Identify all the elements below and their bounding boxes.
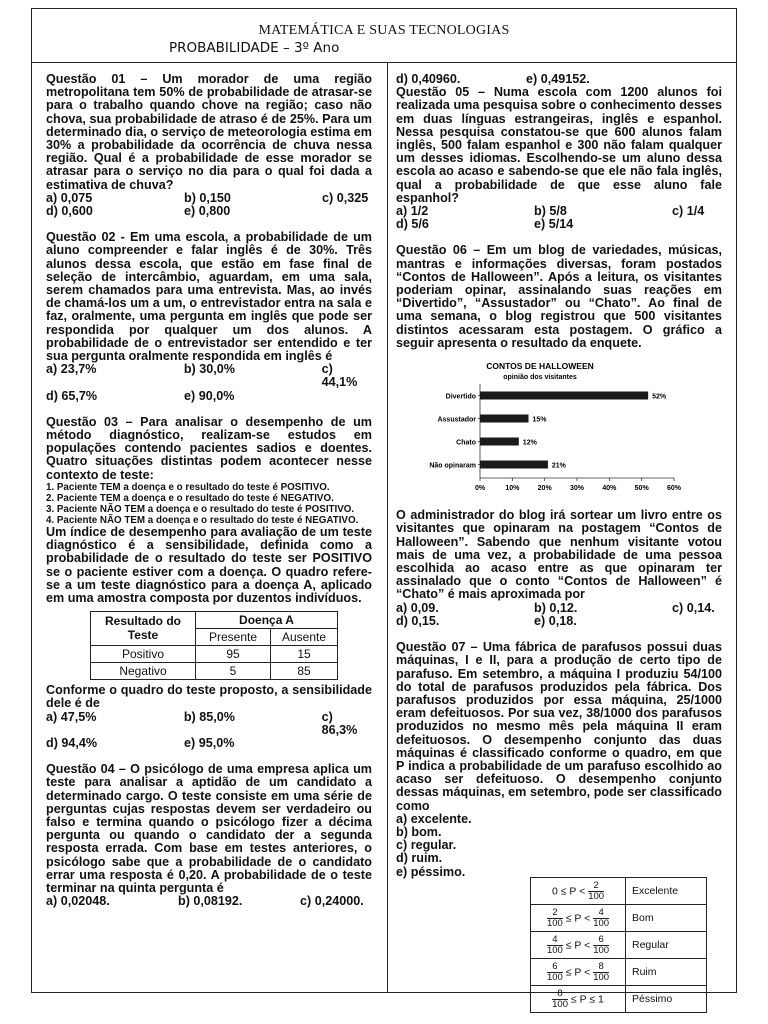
table-row xyxy=(531,905,707,932)
q2-option-b: b) 30,0% xyxy=(183,362,235,377)
q3-cell-absent: 85 xyxy=(271,663,338,680)
chart-x-tick-label: 30% xyxy=(569,485,585,493)
chart-x-tick-label: 60% xyxy=(666,485,682,493)
q6-option-c: c) 0,14. xyxy=(672,600,715,615)
q1-option-e: e) 0,800 xyxy=(184,204,231,219)
chart-value-label: 12% xyxy=(522,439,537,447)
chart-bar xyxy=(480,392,648,400)
q3-table-header-disease: Doença A xyxy=(196,612,338,629)
q5-text: Questão 05 – Numa escola com 1200 alunos foi realizada uma pesquisa sobre o conhecimento desses em duas línguas estrangeiras, inglês e espanhol. Nessa pesquisa constatou-se que 600 alunos falam inglês, 500 falam espanhol e 300 não falam qualquer um desses idiomas. Escolhendo-se um aluno dessa escola ao acaso e sabendo-se que ele não fala inglês, qual a probabilidade de que esse aluno fale espanhol? xyxy=(396,85,722,205)
q1-option-a: a) 0,075 xyxy=(46,190,93,205)
q3-item-3: 3. Paciente NÃO TEM a doença e o resultado do teste é POSITIVO. xyxy=(46,503,355,515)
class-label: Regular xyxy=(626,932,707,959)
chart-category-label: Assustador xyxy=(437,416,476,424)
q3-item-2: 2. Paciente TEM a doença e o resultado do teste é NEGATIVO. xyxy=(46,492,334,504)
halloween-bar-chart xyxy=(408,358,698,496)
q6-text: Questão 06 – Em um blog de variedades, músicas, mantras e informações diversas, foram postados “Contos de Halloween”. Após a leitura, os visitantes poderiam opinar, assinalando suas reações em “Divertido”, “Assustador” ou “Chato”. Ao final de uma semana, o blog registrou que 500 visitantes distintos acessaram esta postagem. O gráfico a seguir apresenta o resultado da enquete. xyxy=(396,243,722,350)
left-column xyxy=(46,73,372,908)
table-row xyxy=(531,878,707,905)
range-cell: $\frac{8}{100}$ ≤ P ≤ 1 xyxy=(531,986,626,1013)
q2-option-c: c) 44,1% xyxy=(321,362,358,390)
q3-option-d: d) 94,4% xyxy=(46,735,98,750)
q7-option-c: c) regular. xyxy=(396,838,457,853)
chart-x-tick-label: 10% xyxy=(505,485,520,493)
q1-text: Questão 01 – Um morador de uma região metropolitana tem 50% de probabilidade de atrasar-se para o trabalho quando chove na região; caso não chova, sua probabilidade de atraso é de 25%. Para um determinado dia, o serviço de meteorologia estima em 30% a probabilidade da ocorrência de chuva nessa região. Qual é a probabilidade de esse morador se atrasar para o serviço no dia para o qual foi dada a estimativa de chuva? xyxy=(46,72,372,192)
q3-item-4: 4. Paciente NÃO TEM a doença e o resultado do teste é NEGATIVO. xyxy=(46,514,359,526)
topic-title: PROBABILIDADE – 3º Ano xyxy=(169,40,340,56)
chart-value-label: 21% xyxy=(551,462,566,470)
q3-table-header-result: Resultado do Teste xyxy=(91,612,196,646)
q2-options-row1 xyxy=(46,363,372,389)
q3-row-label: Negativo xyxy=(91,663,196,680)
q3-row-label: Positivo xyxy=(91,646,196,663)
q6-option-e: e) 0,18. xyxy=(534,613,577,628)
q5-option-d: d) 5/6 xyxy=(396,217,429,232)
range-cell: $\frac{4}{100}$ ≤ P < $\frac{6}{100}$ xyxy=(531,932,626,959)
range-cell: $\frac{6}{100}$ ≤ P < $\frac{8}{100}$ xyxy=(531,959,626,986)
q2-options-row2 xyxy=(46,390,372,403)
q5-options-row2 xyxy=(396,218,722,231)
table-row xyxy=(91,663,338,680)
chart-x-tick-label: 20% xyxy=(537,485,552,493)
q7-option-b: b) bom. xyxy=(396,824,442,839)
chart-value-label: 15% xyxy=(532,416,547,424)
q2-option-d: d) 65,7% xyxy=(46,388,98,403)
chart-value-label: 52% xyxy=(652,393,667,401)
right-column xyxy=(396,73,722,879)
q4-option-a: a) 0,02048. xyxy=(46,894,110,909)
chart-x-tick-label: 40% xyxy=(602,485,617,493)
q7-option-a: a) excelente. xyxy=(396,811,472,826)
q1-option-d: d) 0,600 xyxy=(46,204,93,219)
q6-option-a: a) 0,09. xyxy=(396,600,439,615)
column-divider xyxy=(387,63,388,993)
chart-bar xyxy=(480,438,519,446)
chart-category-label: Chato xyxy=(456,439,476,447)
q1-options-row2 xyxy=(46,205,372,218)
q3-text-3: Conforme o quadro do teste proposto, a sensibilidade dele é de xyxy=(46,683,372,711)
class-label: Bom xyxy=(626,905,707,932)
chart-title: CONTOS DE HALLOWEEN xyxy=(486,361,594,372)
q3-option-e: e) 95,0% xyxy=(184,735,235,750)
header xyxy=(31,8,737,63)
q7-option-e: e) péssimo. xyxy=(396,864,466,879)
q7-option-d: d) ruim. xyxy=(396,851,443,866)
q1-option-c: c) 0,325 xyxy=(322,190,369,205)
table-row xyxy=(91,646,338,663)
table-row xyxy=(531,932,707,959)
q2-option-e: e) 90,0% xyxy=(184,388,235,403)
subject-title: MATEMÁTICA E SUAS TECNOLOGIAS xyxy=(258,23,510,38)
q7-classification-table xyxy=(530,877,707,1013)
q3-cell-present: 95 xyxy=(196,646,271,663)
chart-x-tick-label: 0% xyxy=(474,485,486,493)
q4-option-b: b) 0,08192. xyxy=(178,894,243,909)
chart-bar xyxy=(480,415,529,423)
chart-category-label: Divertido xyxy=(445,393,476,401)
q3-option-a: a) 47,5% xyxy=(46,709,97,724)
q2-text: Questão 02 - Em uma escola, a probabilidade de um aluno compreender e falar inglês é de 30%. Três alunos dessa escola, que estão em fase final de seleção de intercâmbio, aguardam, em uma sala, serem chamados para uma entrevista. Mas, ao invés de chamá-los um a um, o entrevistador entra na sala e faz, oralmente, uma pergunta em inglês que pode ser respondida por qualquer um dos alunos. A probabilidade de o entrevistador ser entendido e ter sua pergunta oralmente respondida em inglês é xyxy=(46,230,372,364)
q5-option-b: b) 5/8 xyxy=(534,204,567,219)
class-label: Excelente xyxy=(626,878,707,905)
q4-option-c: c) 0,24000. xyxy=(300,894,364,909)
q3-text-2: Um índice de desempenho para avaliação de um teste diagnóstico é a sensibilidade, definida como a probabilidade de o resultado do teste ser POSITIVO se o paciente estiver com a doença. O quadro refere-se a um teste diagnóstico para a doença A, aplicado em uma amostra composta por duzentos indivíduos. xyxy=(46,524,372,605)
q3-text: Questão 03 – Para analisar o desempenho de um método diagnóstico, realizam-se estudos em populações contendo pacientes sadios e doentes. Quatro situações distintas podem acontecer nesse contexto de teste: xyxy=(46,414,372,482)
q2-option-a: a) 23,7% xyxy=(46,362,97,377)
q3-options-row1 xyxy=(46,711,372,737)
q4-option-e: e) 0,49152. xyxy=(526,72,590,86)
chart-category-label: Não opinaram xyxy=(429,462,476,470)
q4-option-d: d) 0,40960. xyxy=(396,72,461,86)
table-row xyxy=(531,959,707,986)
q3-option-c: c) 86,3% xyxy=(321,709,358,737)
q7-text: Questão 07 – Uma fábrica de parafusos possui duas máquinas, I e II, para a produção de certo tipo de parafuso. Em setembro, a máquina I produziu 54/100 do total de parafusos produzidos pela fábrica. Dos parafusos produzidos por essa máquina, 25/1000 eram defeituosos. Por sua vez, 38/1000 dos parafusos produzidos no mesmo mês pela máquina II eram defeituosos. O desempenho conjunto das duas máquinas é classificado conforme o quadro, em que P indica a probabilidade de um parafuso escolhido ao acaso ser defeituoso. O desempenho conjunto dessas máquinas, em setembro, pode ser classificado como xyxy=(396,640,722,813)
q3-options-row2 xyxy=(46,737,372,750)
q3-item-1: 1. Paciente TEM a doença e o resultado do teste é POSITIVO. xyxy=(46,481,330,493)
q3-table-col-present: Presente xyxy=(196,629,271,646)
chart-bar xyxy=(480,461,548,469)
q6-option-d: d) 0,15. xyxy=(396,613,440,628)
q5-option-c: c) 1/4 xyxy=(672,204,705,219)
table-row xyxy=(531,986,707,1013)
q3-cell-present: 5 xyxy=(196,663,271,680)
q5-option-e: e) 5/14 xyxy=(534,217,574,232)
q5-option-a: a) 1/2 xyxy=(396,204,429,219)
q6-options-row2 xyxy=(396,615,722,628)
q6-text-2: O administrador do blog irá sortear um livro entre os visitantes que opinaram na postagem “Contos de Halloween”. Sabendo que nenhum visitante votou mais de uma vez, a probabilidade de uma pessoa escolhida ao acaso entre as que opinaram ter assinalado que o conto “Contos de Halloween” é “Chato” é mais aproximada por xyxy=(396,508,722,602)
q6-options-row1 xyxy=(396,602,722,615)
range-cell: 0 ≤ P < $\frac{2}{100}$ xyxy=(531,878,626,905)
q3-option-b: b) 85,0% xyxy=(183,709,235,724)
q3-cell-absent: 15 xyxy=(271,646,338,663)
chart-x-tick-label: 50% xyxy=(634,485,649,493)
q4-text: Questão 04 – O psicólogo de uma empresa aplica um teste para analisar a aptidão de um candidato a determinado cargo. O teste consiste em uma série de perguntas cujas respostas devem ser verdadeiro ou falso e termina quando o psicólogo fizer a décima pergunta ou quando o candidato der a segunda resposta errada. Com base em testes anteriores, o psicólogo sabe que a probabilidade de o candidato errar uma resposta é 0,20. A probabilidade de o teste terminar na quinta pergunta é xyxy=(46,762,372,895)
q3-table xyxy=(90,611,338,680)
q6-option-b: b) 0,12. xyxy=(534,600,578,615)
q4-options-row1 xyxy=(46,895,372,908)
class-label: Ruim xyxy=(626,959,707,986)
range-cell: $\frac{2}{100}$ ≤ P < $\frac{4}{100}$ xyxy=(531,905,626,932)
chart-subtitle: opinião dos visitantes xyxy=(503,374,577,382)
q3-table-col-absent: Ausente xyxy=(271,629,338,646)
q1-option-b: b) 0,150 xyxy=(184,190,231,205)
class-label: Péssimo xyxy=(626,986,707,1013)
